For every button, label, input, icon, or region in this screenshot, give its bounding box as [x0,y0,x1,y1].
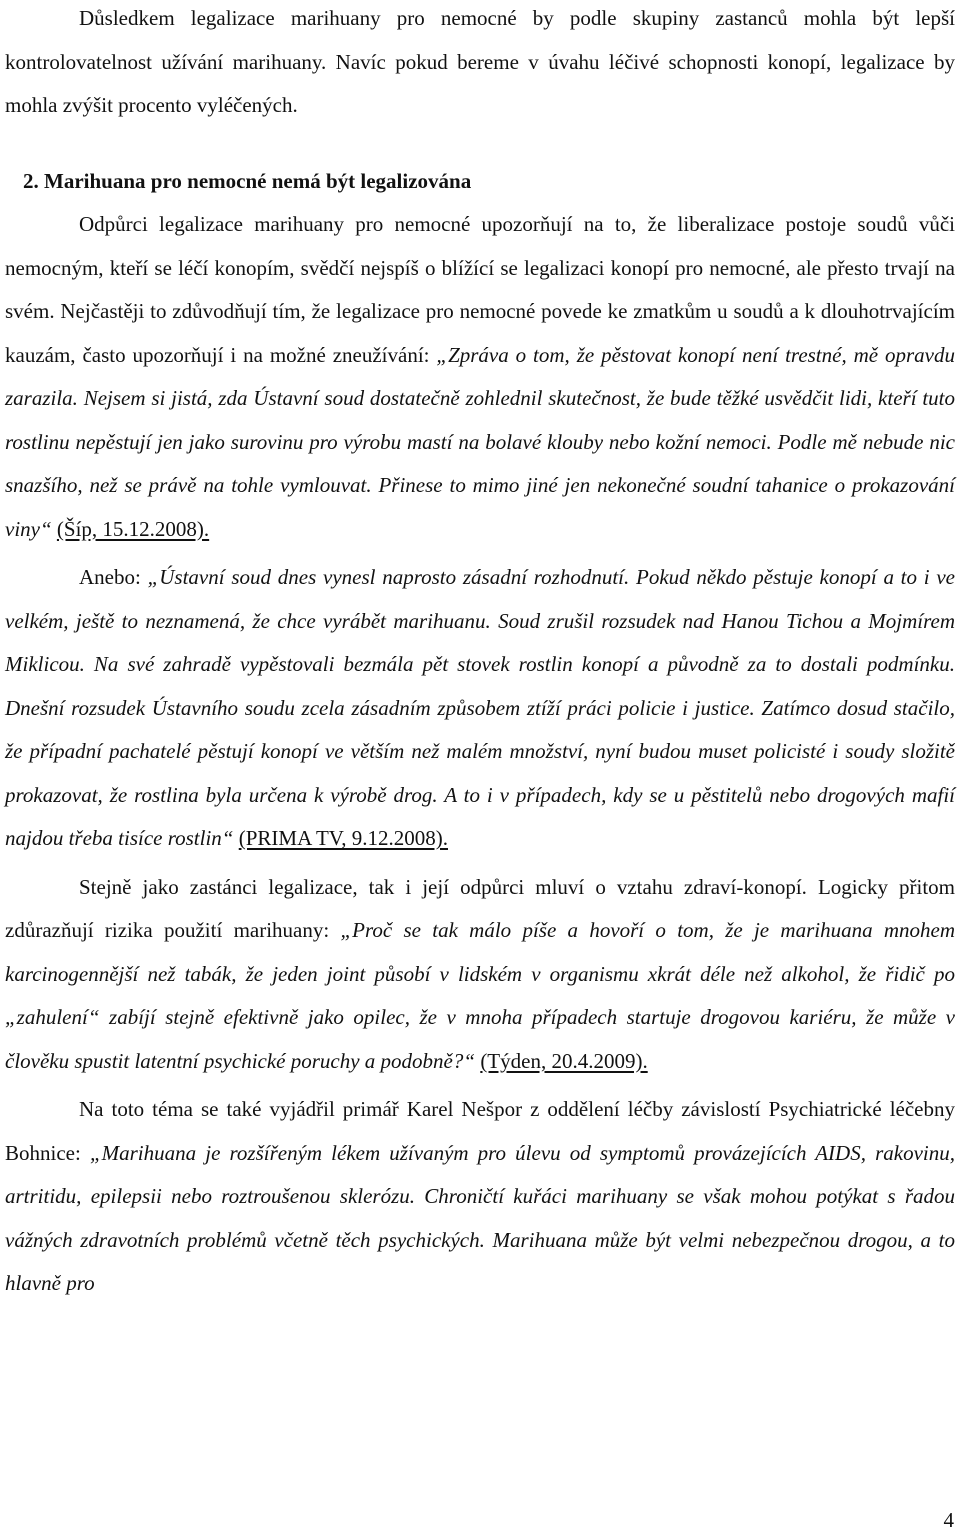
quote-prima: „Ústavní soud dnes vynesl naprosto zásadní rozhodnutí. Pokud někdo pěstuje konopí a to i ve velkém, ještě to neznamená, že chce vyrábět marihuanu. Soud zrušil rozsudek nad Hanou Tichou a Mojmírem Miklicou. Na své zahradě vypěstovali bezmála pět stovek rostlin konopí a původně za to dostali podmínku. Dnešní rozsudek Ústavního soudu zcela zásadním způsobem ztíží práci policie i justice. Zatímco dosud stačilo, že případní pachatelé pěstují konopí ve větším než malém množství, nyní budou muset policisté i soudy složitě prokazovat, že rostlina byla určena k výrobě drog. A to i v případech, kdy se u pěstitelů nebo drogových mafií najdou třeba tisíce rostlin“ [5,565,955,850]
paragraph-nespor-text: Na toto téma se také vyjádřil primář Karel Nešpor z oddělení léčby závislostí Psychiatrické léčebny Bohnice: [5,1097,955,1165]
citation-tyden: (Týden, 20.4.2009). [480,1048,648,1073]
paragraph-constitutional-court [5,556,955,861]
document-page [5,0,955,1306]
paragraph-constitutional-court-text: Anebo: [79,565,148,589]
paragraph-nespor [5,1088,955,1306]
paragraph-opponents [5,203,955,551]
paragraph-opponents-text: Odpůrci legalizace marihuany pro nemocné upozorňují na to, že liberalizace postoje soudů vůči nemocným, kteří se léčí konopím, svědčí nejspíš o blížící se legalizaci konopí pro nemocné, ale přesto trvají na svém. Nejčastěji to zdůvodňují tím, že legalizace pro nemocné povede ke zmatkům u soudů a k dlouhotrvajícím kauzám, často upozorňují i na možné zneužívání: [5,212,955,367]
paragraph-health-risks [5,866,955,1084]
quote-nespor: „Marihuana je rozšířeným lékem užívaným pro úlevu od symptomů provázejících AIDS, rakovinu, artritidu, epilepsii nebo roztroušenou sklerózu. Chroničtí kuřáci marihuany se však mohou potýkat s řadou vážných zdravotních problémů včetně těch psychických. Marihuana může být velmi nebezpečnou drogou, a to hlavně pro [5,1140,955,1295]
citation-prima: (PRIMA TV, 9.12.2008). [238,826,448,850]
page-number: 4 [943,1508,954,1532]
paragraph-health-risks-text: Stejně jako zastánci legalizace, tak i její odpůrci mluví o vztahu zdraví-konopí. Logicky přitom zdůrazňují rizika použití marihuany: [5,874,955,942]
section-heading: 2. Marihuana pro nemocné nemá být legalizována [23,168,472,193]
citation-sip: (Šíp, 15.12.2008). [56,516,210,541]
paragraph-benefits: Důsledkem legalizace marihuany pro nemocné by podle skupiny zastanců mohla být lepší kontrolovatelnost užívání marihuany. Navíc pokud bereme v úvahu léčivé schopnosti konopí, legalizace by mohla zvýšit procento vyléčených. [5,6,955,117]
quote-tyden: „Proč se tak málo píše a hovoří o tom, že je marihuana mnohem karcinogennější než tabák, že jeden joint působí v lidském v organismu xkrát déle než alkohol, že řidič po „zahulení“ zabíjí stejně efektivně jako opilec, že v mnoha případech startuje drogovou kariéru, že může v člověku spustit latentní psychické poruchy a podobně?“ [5,918,956,1073]
quote-sip: „Zpráva o tom, že pěstovat konopí není trestné, mě opravdu zarazila. Nejsem si jistá, zda Ústavní soud dostatečně zohlednil skutečnost, že bude těžké usvědčit lidi, kteří tuto rostlinu nepěstují jen jako surovinu pro výrobu mastí na bolavé klouby nebo kožní nemoci. Podle mě nebude nic snazšího, než se právě na tohle vymlouvat. Přinese to mimo jiné jen nekonečné soudní tahanice o prokazování viny“ [5,342,955,541]
